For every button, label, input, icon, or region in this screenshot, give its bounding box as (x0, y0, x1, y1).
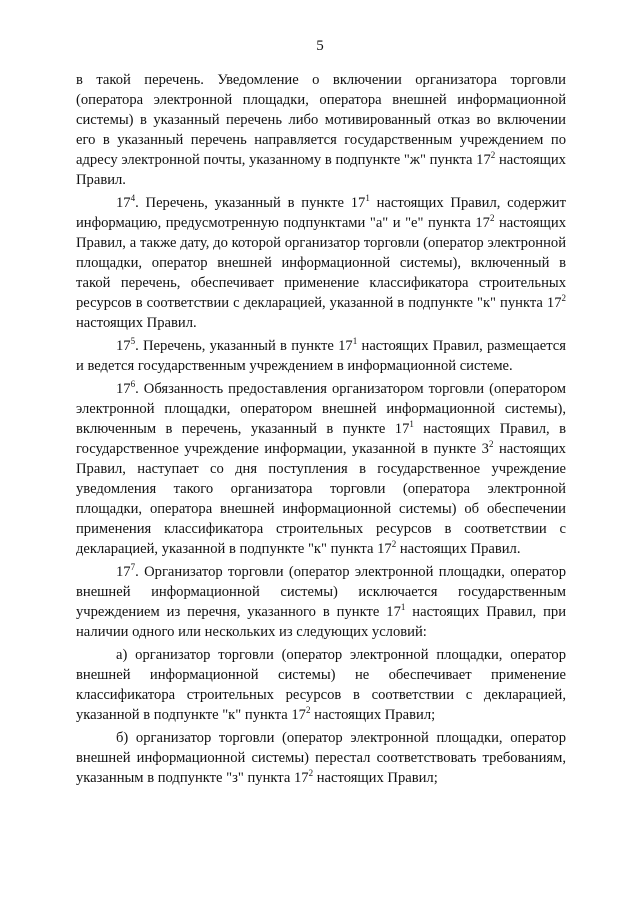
superscript-number: 2 (490, 150, 496, 160)
paragraph-17-7: $17^7$. Организатор торговли (оператор электронной площадки, оператор внешней информационной системы) исключается государственным учреждением из перечня, указанного в пункте $17^1$ настоящих Правил, при наличии одного или нескольких из следующих условий: (76, 562, 566, 640)
document-body (76, 70, 566, 791)
superscript-number: 4 (130, 193, 136, 203)
superscript-number: 2 (488, 439, 494, 449)
superscript-number: 2 (308, 768, 314, 778)
superscript-number: 2 (391, 539, 397, 549)
list-item-b: б) организатор торговли (оператор электронной площадки, оператор внешней информационной системы) перестал соответствовать требованиям, указанным в подпункте "з" пункта $17^2$ настоящих Правил; (76, 730, 566, 786)
superscript-number: 2 (489, 213, 495, 223)
paragraph-continuation: в такой перечень. Уведомление о включении организатора торговли (оператора электронной площадки, оператора внешней информационной системы) в указанный перечень либо мотивированный отказ во включении его в указанный перечень направляется государственным учреждением по адресу электронной почты, указанному в подпункте "ж" пункта $17^2$ настоящих Правил. (76, 72, 566, 188)
superscript-number: 6 (130, 379, 136, 389)
paragraph-17-6: $17^6$. Обязанность предоставления организатором торговли (оператором электронной площадки, оператором внешней информационной системы), включенным в перечень, указанный в пункте $17^1$ настоящих Правил, в государственное учреждение информации, указанной в пункте $3^2$ настоящих Правил, наступает со дня поступления в государственное учреждение уведомления такого организатора торговли (оператора электронной площадки, оператора внешней информационной системы) об обеспечении применения классификатора строительных ресурсов в соответствии с декларацией, указанной в подпункте "к" пункта $17^2$ настоящих Правил. (76, 379, 566, 557)
superscript-number: 7 (130, 562, 136, 572)
superscript-number: 2 (305, 705, 311, 715)
superscript-number: 1 (365, 193, 370, 203)
superscript-number: 1 (409, 419, 414, 429)
superscript-number: 1 (352, 336, 358, 346)
page-number: 5 (316, 38, 324, 54)
paragraph-17-4: $17^4$. Перечень, указанный в пункте $17^1$ настоящих Правил, содержит информацию, предусмотренную подпунктами "а" и "е" пункта $17^2$ настоящих Правил, а также дату, до которой организатор торговли (оператор электронной площадки, оператор внешней информационной системы), включенный в такой перечень, обеспечивает применение классификатора строительных ресурсов в соответствии с декларацией, указанной в подпункте "к" пункта $17^2$ настоящих Правил. (76, 193, 566, 331)
superscript-number: 5 (130, 336, 136, 346)
superscript-number: 1 (400, 602, 406, 612)
paragraph-17-5: $17^5$. Перечень, указанный в пункте $17^1$ настоящих Правил, размещается и ведется государственным учреждением в информационной системе. (76, 336, 566, 374)
superscript-number: 2 (561, 293, 566, 303)
list-item-a: а) организатор торговли (оператор электронной площадки, оператор внешней информационной системы) не обеспечивает применение классификатора строительных ресурсов в соответствии с декларацией, указанной в подпункте "к" пункта $17^2$ настоящих Правил; (76, 647, 566, 723)
